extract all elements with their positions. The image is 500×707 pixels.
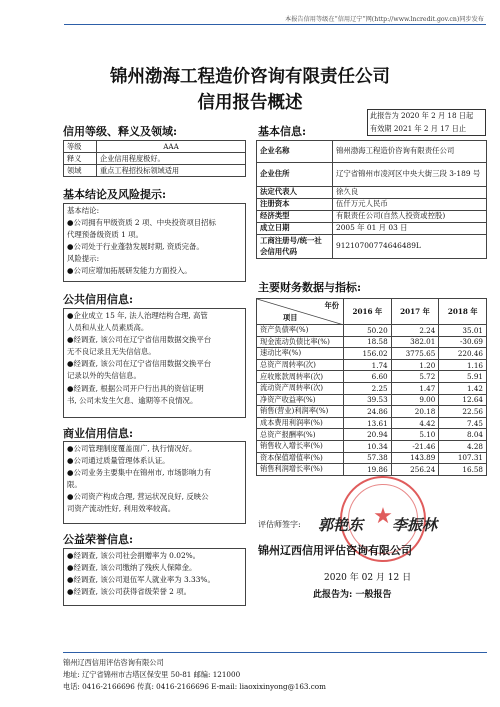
- grade-table: [63, 140, 246, 177]
- text-line: ●经调查, 根据公司开户行出具的资信证明: [67, 383, 204, 393]
- info-label: 企业名称: [257, 141, 333, 163]
- text-line: ●公司通过质量管理体系认证。: [67, 456, 170, 466]
- year-header: 2017 年: [391, 299, 439, 325]
- financial-row: [257, 440, 487, 452]
- header-year-label: 年份: [324, 301, 339, 310]
- financial-row: [257, 371, 487, 383]
- financial-item: 销售利润增长率(%): [257, 464, 344, 476]
- financial-row: [257, 406, 487, 418]
- financial-value: 20.94: [344, 429, 392, 441]
- financial-value: 6.60: [344, 371, 392, 383]
- welfare-section-title: 公益荣誉信息:: [63, 533, 134, 546]
- financial-value: 5.91: [439, 371, 487, 383]
- text-line: ●经调查, 该公司获得省级荣誉 2 项。: [67, 587, 192, 597]
- info-value: 伍仟万元人民币: [333, 199, 487, 211]
- financial-title: 主要财务数据与指标:: [258, 281, 362, 294]
- grade-section-title: 信用等级、释义及领域:: [63, 125, 178, 138]
- year-header: 2016 年: [344, 299, 392, 325]
- financial-value: 24.86: [344, 406, 392, 418]
- info-value: 徐久良: [333, 187, 487, 199]
- info-value: 2005 年 01 月 03 日: [333, 223, 487, 235]
- financial-item: 应收账款周转率(次): [257, 371, 344, 383]
- financial-value: -21.46: [391, 440, 439, 452]
- info-value: 91210700774646489L: [333, 235, 487, 259]
- financial-value: 16.58: [439, 464, 487, 476]
- top-note: 本报告信用等级在“信用辽宁”网(http://www.lncredit.gov.cn)同步发布: [285, 16, 484, 23]
- financial-row: [257, 359, 487, 371]
- financial-body: [257, 325, 487, 476]
- report-title: 锦州渤海工程造价咨询有限责任公司: [110, 67, 390, 87]
- info-label: 企业住所: [257, 163, 333, 187]
- text-line: ●经调查, 该公司社会捐赠率为 0.02%。: [67, 551, 201, 560]
- footer-company: 锦州辽西信用评估咨询有限公司: [63, 658, 164, 667]
- issuing-company: 锦州辽西信用评估咨询有限公司: [258, 544, 412, 557]
- info-label: 注册资本: [257, 199, 333, 211]
- signature-1: 郭艳东: [318, 516, 364, 534]
- financial-row: [257, 464, 487, 476]
- text-line: ●公司资产构成合理, 营运状况良好, 反映公: [67, 492, 209, 502]
- info-label: 法定代表人: [257, 187, 333, 199]
- text-line: ●经调查, 该公司在辽宁省信用数据交换平台: [67, 359, 212, 369]
- financial-value: 156.02: [344, 348, 392, 360]
- conclusion-section-title: 基本结论及风险提示:: [63, 188, 167, 201]
- financial-value: 1.74: [344, 359, 392, 371]
- financial-row: [257, 336, 487, 348]
- public-box: [63, 308, 246, 418]
- text-line: 无不良记录且无失信信息。: [67, 347, 156, 357]
- grade-value: 企业信用程度极好。: [97, 153, 246, 165]
- financial-value: 8.04: [439, 429, 487, 441]
- financial-value: 50.20: [344, 325, 392, 337]
- text-line: ●公司应增加拓展研发能力方面投入。: [67, 266, 192, 276]
- grade-label: 等级: [64, 141, 97, 153]
- financial-row: [257, 394, 487, 406]
- seal-star-icon: ★: [373, 504, 393, 529]
- text-line: 风险提示:: [67, 254, 100, 264]
- financial-row: [257, 452, 487, 464]
- public-section-title: 公共信用信息:: [63, 293, 134, 306]
- financial-value: 382.01: [391, 336, 439, 348]
- footer-contact: 电话: 0416-2166696 传真: 0416-2166696 E-mail: liaoxixinyong@163.com: [63, 682, 326, 691]
- financial-value: 5.10: [391, 429, 439, 441]
- financial-value: 2.25: [344, 382, 392, 394]
- grade-row: [64, 141, 246, 153]
- financial-item: 资本保值增值率(%): [257, 452, 344, 464]
- info-row: [257, 223, 487, 235]
- text-line: ●公司处于行业蓬勃发展时期, 资质完备。: [67, 242, 204, 252]
- financial-value: 1.47: [391, 382, 439, 394]
- financial-value: 57.38: [344, 452, 392, 464]
- financial-table: [256, 298, 487, 476]
- signature-2: 李振林: [392, 516, 438, 534]
- financial-item: 总资产周转率(次): [257, 359, 344, 371]
- info-value: 锦州渤海工程造价咨询有限责任公司: [333, 141, 487, 163]
- info-value: 辽宁省锦州市凌河区中央大街三段 3-189 号: [333, 163, 487, 187]
- financial-value: 220.46: [439, 348, 487, 360]
- text-line: 司资产流动性好, 利用效率较高。: [67, 504, 176, 514]
- grade-value: AAA: [97, 141, 246, 153]
- text-line: ●公司管理制度覆盖面广, 执行情况好。: [67, 444, 197, 453]
- financial-item: 资产负债率(%): [257, 325, 344, 337]
- financial-value: 19.86: [344, 464, 392, 476]
- basic-info-title: 基本信息:: [258, 125, 307, 138]
- info-label: 成立日期: [257, 223, 333, 235]
- financial-row: [257, 325, 487, 337]
- info-row: [257, 141, 487, 163]
- text-line: 限。: [67, 480, 82, 490]
- issue-date: 2020 年 02 月 12 日: [324, 573, 412, 583]
- financial-item: 销售收入增长率(%): [257, 440, 344, 452]
- text-line: ●公司业务主要集中在锦州市, 市场影响力有: [67, 468, 212, 478]
- financial-value: 1.20: [391, 359, 439, 371]
- financial-header-row: [257, 299, 487, 325]
- text-line: ●经调查, 该公司缴纳了残疾人保障金。: [67, 563, 197, 573]
- financial-value: 143.89: [391, 452, 439, 464]
- text-line: 代理预备级资质 1 项。: [67, 230, 143, 240]
- financial-value: 10.34: [344, 440, 392, 452]
- financial-item: 流动资产周转率(次): [257, 382, 344, 394]
- conclusion-box: [63, 203, 246, 282]
- text-line: ●企业成立 15 年, 法人治理结构合理, 高管: [67, 311, 208, 320]
- financial-value: 1.16: [439, 359, 487, 371]
- footer-address: 地址: 辽宁省锦州市古塔区保安里 50-81 邮编: 121000: [63, 670, 241, 679]
- financial-item: 净资产收益率(%): [257, 394, 344, 406]
- financial-item: 成本费用利润率(%): [257, 417, 344, 429]
- evaluator-label: 评估师签字:: [258, 520, 301, 529]
- financial-value: 39.53: [344, 394, 392, 406]
- grade-value: 重点工程招投标领域适用: [97, 165, 246, 177]
- financial-value: 22.56: [439, 406, 487, 418]
- financial-value: 256.24: [391, 464, 439, 476]
- financial-value: 20.18: [391, 406, 439, 418]
- info-row: [257, 211, 487, 223]
- validity-box: [367, 109, 486, 136]
- valid-until: 有效期 2021 年 2 月 17 日止: [370, 123, 467, 133]
- basic-info-table: [256, 140, 487, 259]
- financial-item: 总资产报酬率(%): [257, 429, 344, 441]
- financial-value: 7.45: [439, 417, 487, 429]
- financial-value: 2.24: [391, 325, 439, 337]
- financial-item: 速动比率(%): [257, 348, 344, 360]
- financial-row: [257, 382, 487, 394]
- report-subtitle: 信用报告概述: [197, 93, 303, 113]
- header-corner: [257, 299, 344, 325]
- text-line: ●公司拥有甲级资质 2 项、中央投资项目招标: [67, 218, 216, 228]
- financial-value: 3775.65: [391, 348, 439, 360]
- financial-value: -30.69: [439, 336, 487, 348]
- report-date: 此报告为 2020 年 2 月 18 日起: [370, 111, 474, 120]
- info-row: [257, 235, 487, 259]
- text-line: 记录以外的失信信息。: [67, 371, 141, 381]
- financial-value: 9.00: [391, 394, 439, 406]
- financial-value: 1.42: [439, 382, 487, 394]
- info-row: [257, 199, 487, 211]
- grade-row: [64, 165, 246, 177]
- text-line: 人员和从业人员素质高。: [67, 323, 149, 333]
- financial-value: 5.72: [391, 371, 439, 383]
- year-header: 2018 年: [439, 299, 487, 325]
- financial-value: 107.31: [439, 452, 487, 464]
- business-section-title: 商业信用信息:: [63, 427, 134, 440]
- financial-value: 12.64: [439, 394, 487, 406]
- financial-value: 13.61: [344, 417, 392, 429]
- info-value: 有限责任公司(自然人投资或控股): [333, 211, 487, 223]
- financial-value: 4.42: [391, 417, 439, 429]
- business-box: [63, 441, 246, 524]
- grade-label: 释义: [64, 153, 97, 165]
- text-line: 书, 公司未发生欠息、逾期等不良情况。: [67, 395, 198, 405]
- text-line: 基本结论:: [67, 206, 100, 215]
- grade-row: [64, 153, 246, 165]
- text-line: ●经调查, 该公司退伍军人就业率为 3.33%。: [67, 575, 215, 585]
- financial-row: [257, 417, 487, 429]
- header-item-label: 项目: [283, 313, 298, 322]
- financial-item: 现金流动负债比率(%): [257, 336, 344, 348]
- info-row: [257, 187, 487, 199]
- financial-item: 销售(营业)利润率(%): [257, 406, 344, 418]
- text-line: ●经调查, 该公司在辽宁省信用数据交换平台: [67, 335, 212, 345]
- header-divider: [64, 24, 486, 25]
- footer-divider: [63, 652, 487, 653]
- grade-label: 领域: [64, 165, 97, 177]
- financial-row: [257, 429, 487, 441]
- welfare-box: [63, 548, 246, 606]
- financial-row: [257, 348, 487, 360]
- financial-value: 35.01: [439, 325, 487, 337]
- financial-value: 18.58: [344, 336, 392, 348]
- report-level: 此报告为: 一般报告: [313, 590, 392, 600]
- info-label: 工商注册号/统一社会信用代码: [257, 235, 333, 259]
- financial-value: 4.28: [439, 440, 487, 452]
- info-row: [257, 163, 487, 187]
- info-label: 经济类型: [257, 211, 333, 223]
